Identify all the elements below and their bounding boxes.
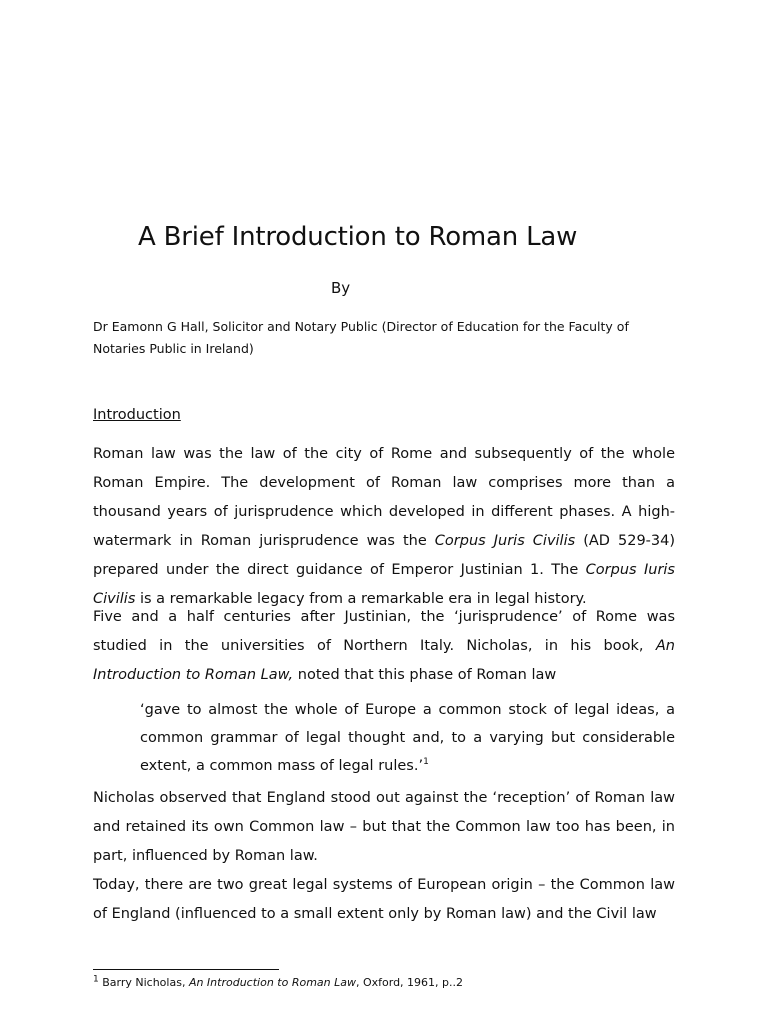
paragraph-2-text-a: Five and a half centuries after Justinian, the ‘jurisprudence’ of Rome was studied in the universities of Northern Italy. Nicholas, in his book,: [93, 609, 675, 654]
author-line: Dr Eamonn G Hall, Solicitor and Notary Public (Director of Education for the Faculty of Notaries Public in Ireland): [93, 319, 629, 356]
paragraph-2-italic-b: An Introduction to Roman Law,: [93, 638, 675, 683]
byline: By: [331, 279, 351, 297]
footnote-text-a: Barry Nicholas,: [98, 976, 189, 989]
block-quote: [140, 696, 675, 780]
paragraph-1-italic-b: Corpus Juris Civilis: [434, 533, 576, 549]
paragraph-2-text-c: noted that this phase of Roman law: [293, 667, 557, 683]
paragraph-1-text-a: Roman law was the law of the city of Rome and subsequently of the whole Roman Empire. The development of Roman law comprises more than a thousand years of jurisprudence which developed in different phases. A high-watermark in Roman jurisprudence was the: [93, 446, 675, 549]
footnote-reference[interactable]: 1: [423, 757, 429, 768]
paragraph-1-text-c: (AD 529-34) prepared under the direct guidance of Emperor Justinian 1. The: [93, 533, 676, 578]
footnote-number: 1: [93, 974, 99, 985]
quote-text: ‘gave to almost the whole of Europe a common stock of legal ideas, a common grammar of legal thought and, to a varying but considerable extent, a common mass of legal rules.’: [140, 702, 675, 774]
document-title: A Brief Introduction to Roman Law: [138, 222, 578, 252]
section-heading-introduction: Introduction: [93, 407, 181, 423]
footnote-italic-b: An Introduction to Roman Law: [188, 976, 356, 989]
paragraph-3: Nicholas observed that England stood out against the ‘reception’ of Roman law and retained its own Common law – but that the Common law too has been, in part, influenced by Roman law.: [93, 790, 675, 864]
footnote-divider: [93, 969, 279, 970]
paragraph-2: [93, 603, 675, 690]
paragraph-1: [93, 440, 675, 614]
paragraph-4: Today, there are two great legal systems of European origin – the Common law of England (influenced to a small extent only by Roman law) and the Civil law: [93, 877, 675, 922]
footnote-text-c: , Oxford, 1961, p..2: [355, 976, 464, 989]
paragraph-1-text-e: is a remarkable legacy from a remarkable era in legal history.: [135, 591, 587, 607]
footnote: [93, 976, 463, 989]
paragraph-1-italic-d: Corpus Iuris Civilis: [93, 562, 675, 607]
